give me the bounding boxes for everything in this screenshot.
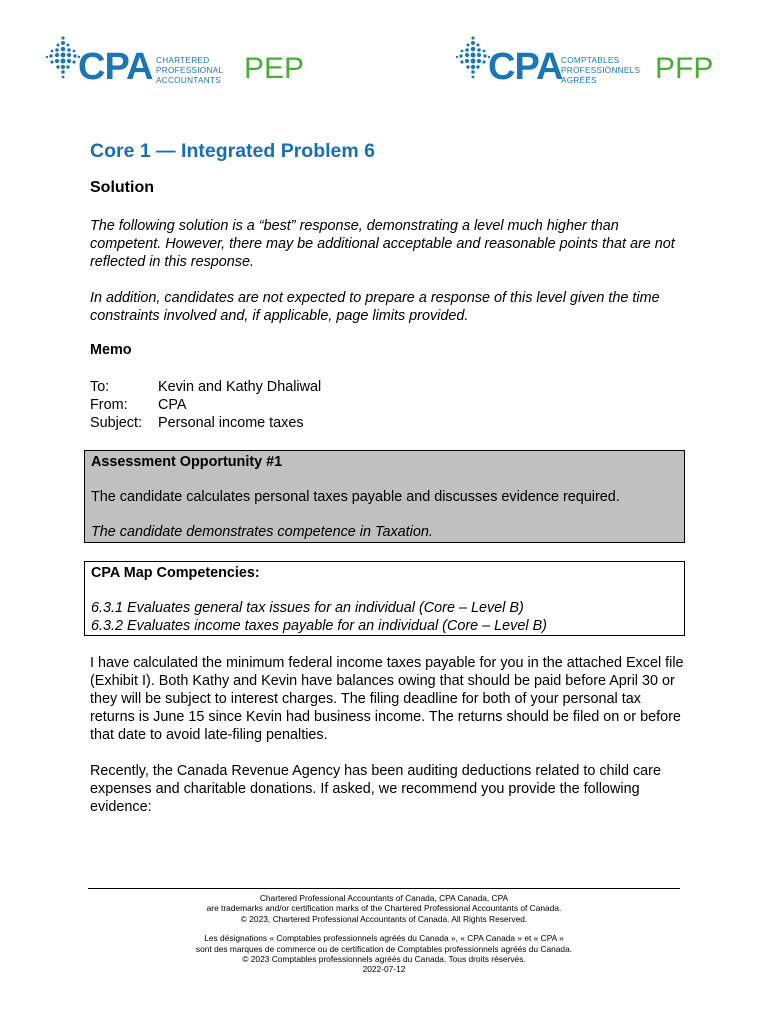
footer-date: 2022-07-12 bbox=[362, 964, 406, 975]
footer-line: Les désignations « Comptables professionnels agréés du Canada », « CPA Canada » et « CPA » bbox=[204, 933, 564, 944]
assessment-text: The candidate calculates personal taxes payable and discusses evidence required. bbox=[91, 489, 620, 505]
competency-item: 6.3.2 Evaluates income taxes payable for an individual (Core – Level B) bbox=[91, 618, 547, 634]
competencies-box bbox=[84, 561, 685, 636]
memo-value: CPA bbox=[158, 397, 187, 413]
footer-line: are trademarks and/or certification marks of the Chartered Professional Accountants of Canada. bbox=[206, 903, 562, 914]
logo-subtitle: COMPTABLES PROFESSIONNELS AGRÉÉS bbox=[561, 56, 641, 85]
body-paragraph: Recently, the Canada Revenue Agency has been auditing deductions related to child care expenses and charitable donations. If asked, we recommend you provide the following evidence: bbox=[90, 763, 661, 815]
page-title: Core 1 — Integrated Problem 6 bbox=[90, 140, 375, 162]
memo-key: To: bbox=[90, 379, 110, 395]
memo-value: Personal income taxes bbox=[158, 415, 304, 431]
footer-line: © 2023, Chartered Professional Accountants of Canada. All Rights Reserved. bbox=[240, 913, 528, 924]
memo-key: Subject: bbox=[90, 415, 142, 431]
memo-heading: Memo bbox=[90, 342, 132, 358]
competency-item: 6.3.1 Evaluates general tax issues for an individual (Core – Level B) bbox=[91, 600, 524, 616]
competencies-heading: CPA Map Competencies: bbox=[91, 565, 260, 581]
program-label: PFP bbox=[655, 52, 714, 85]
footer-divider bbox=[88, 888, 680, 889]
footer-line: Chartered Professional Accountants of Canada, CPA Canada, CPA bbox=[259, 893, 509, 903]
memo-row-subject bbox=[90, 414, 321, 432]
assessment-opportunity-box bbox=[84, 450, 685, 543]
footer-line: sont des marques de commerce ou de certification de Comptables professionnels agréés du Canada. bbox=[195, 943, 573, 954]
memo-body bbox=[90, 654, 686, 816]
intro-paragraph: The following solution is a “best” response, demonstrating a level much higher than competent. However, there may be additional acceptable and reasonable points that are not reflected in this response. bbox=[90, 218, 675, 270]
footer bbox=[88, 893, 680, 975]
maple-leaf-dots-icon bbox=[455, 34, 491, 90]
cpa-wordmark: CPA bbox=[488, 46, 563, 88]
assessment-heading: Assessment Opportunity #1 bbox=[91, 454, 283, 470]
maple-leaf-dots-icon bbox=[45, 34, 81, 90]
memo-row-from bbox=[90, 396, 321, 414]
footer-line: © 2023 Comptables professionnels agréés du Canada. Tous droits réservés. bbox=[242, 954, 526, 965]
assessment-competence: The candidate demonstrates competence in Taxation. bbox=[91, 524, 433, 540]
memo-row-to bbox=[90, 378, 321, 396]
intro-paragraph: In addition, candidates are not expected to prepare a response of this level given the time constraints involved and, if applicable, page limits provided. bbox=[90, 290, 660, 324]
memo-value: Kevin and Kathy Dhaliwal bbox=[158, 379, 322, 395]
memo-header bbox=[90, 378, 321, 432]
intro-block bbox=[90, 217, 686, 325]
body-paragraph: I have calculated the minimum federal income taxes payable for you in the attached Excel file (Exhibit I). Both Kathy and Kevin have balances owing that should be paid before April 30 or they will be subject to interest charges. The filing deadline for both of your personal tax returns is June 15 since Kevin had business income. The returns should be filed on or before that date to avoid late-filing penalties. bbox=[90, 655, 684, 743]
section-heading: Solution bbox=[90, 179, 154, 196]
cpa-wordmark: CPA bbox=[78, 46, 153, 88]
memo-key: From: bbox=[90, 397, 128, 413]
program-label: PEP bbox=[244, 52, 305, 85]
logo-subtitle: CHARTERED PROFESSIONAL ACCOUNTANTS bbox=[156, 56, 224, 85]
